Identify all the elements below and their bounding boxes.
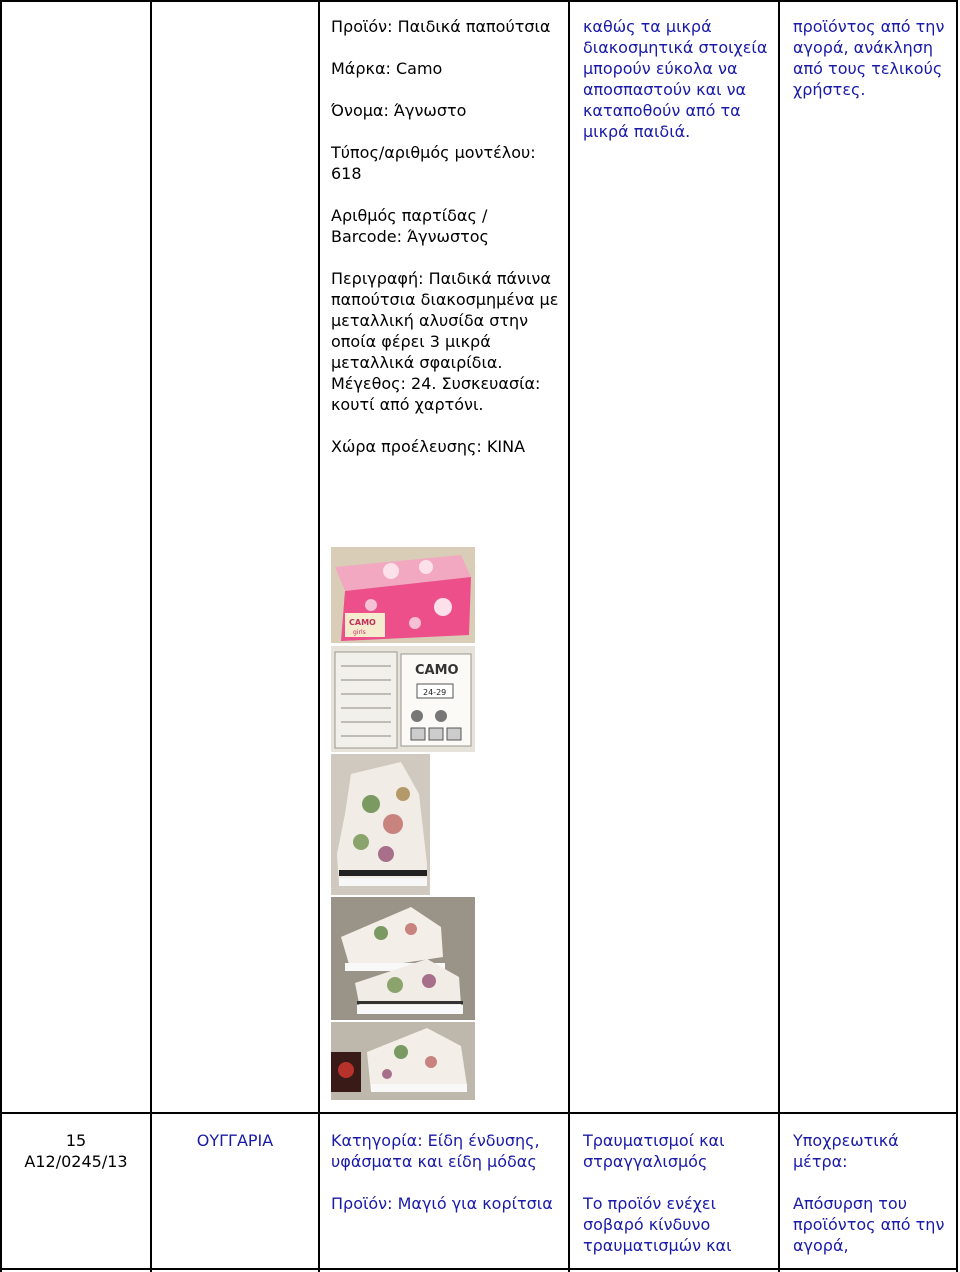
- product-details-cell: [331, 16, 559, 457]
- description-line: Περιγραφή: Παιδικά πάνινα παπούτσια διακοσμημένα με μεταλλική αλυσίδα στην οποία φέρει 3 μικρά μεταλλικά σφαιρίδια. Μέγεθος: 24. Συσκευασία: κουτί από χαρτόνι.: [331, 269, 559, 414]
- risk-cell-15: [583, 1130, 771, 1256]
- origin-line: Χώρα προέλευσης: ΚΙΝΑ: [331, 437, 526, 456]
- shoe-box-photo: [331, 547, 475, 643]
- table-border: [0, 1268, 958, 1270]
- table-border: [956, 0, 958, 1272]
- table-border: [0, 0, 958, 2]
- entry-number: 15: [65, 1131, 87, 1150]
- table-border: [0, 0, 2, 1272]
- sneaker-side-photo: [331, 754, 430, 895]
- table-border: [318, 0, 320, 1272]
- measures-text: προϊόντος από την αγορά, ανάκληση από τους τελικούς χρήστες.: [793, 17, 945, 99]
- sneakers-pair-photo: [331, 897, 475, 1020]
- batch-line: Αριθμός παρτίδας / Barcode: Άγνωστος: [331, 206, 489, 246]
- category-line: Κατηγορία: Είδη ένδυσης, υφάσματα και είδη μόδας: [331, 1131, 540, 1171]
- brand-line: Μάρκα: Camo: [331, 59, 443, 78]
- country-cell: [152, 1130, 318, 1151]
- table-border: [778, 0, 780, 1272]
- model-line: Τύπος/αριθμός μοντέλου: 618: [331, 143, 536, 183]
- risk-cell: [583, 16, 771, 142]
- risk-text: καθώς τα μικρά διακοσμητικά στοιχεία μπορούν εύκολα να αποσπαστούν και να καταποθούν από τα μικρά παιδιά.: [583, 17, 768, 141]
- risk-type: Τραυματισμοί και στραγγαλισμός: [583, 1131, 725, 1171]
- country-name: ΟΥΓΓΑΡΙΑ: [196, 1131, 274, 1150]
- table-border: [150, 0, 152, 1272]
- product-line: Προϊόν: Παιδικά παπούτσια: [331, 17, 551, 36]
- entry-number-cell: [2, 1130, 150, 1172]
- measures-cell-15: [793, 1130, 953, 1256]
- entry-reference: A12/0245/13: [24, 1152, 128, 1171]
- product-line: Προϊόν: Μαγιό για κορίτσια: [331, 1194, 553, 1213]
- box-sub-label: girls: [353, 629, 366, 636]
- sneaker-display-photo: [331, 1022, 475, 1100]
- risk-description: Το προϊόν ενέχει σοβαρό κίνδυνο τραυματισμών και: [583, 1194, 732, 1255]
- tag-brand: CAMO: [415, 663, 459, 678]
- measures-title: Υποχρεωτικά μέτρα:: [793, 1131, 899, 1171]
- measures-description: Απόσυρση του προϊόντος από την αγορά,: [793, 1194, 945, 1255]
- tag-size: 24-29: [423, 688, 447, 697]
- measures-cell: [793, 16, 953, 100]
- box-label: CAMO: [349, 618, 376, 627]
- category-cell: [331, 1130, 559, 1214]
- table-border: [0, 1112, 958, 1114]
- table-border: [568, 0, 570, 1272]
- name-line: Όνομα: Άγνωστο: [331, 101, 467, 120]
- label-tag-photo: [331, 646, 475, 752]
